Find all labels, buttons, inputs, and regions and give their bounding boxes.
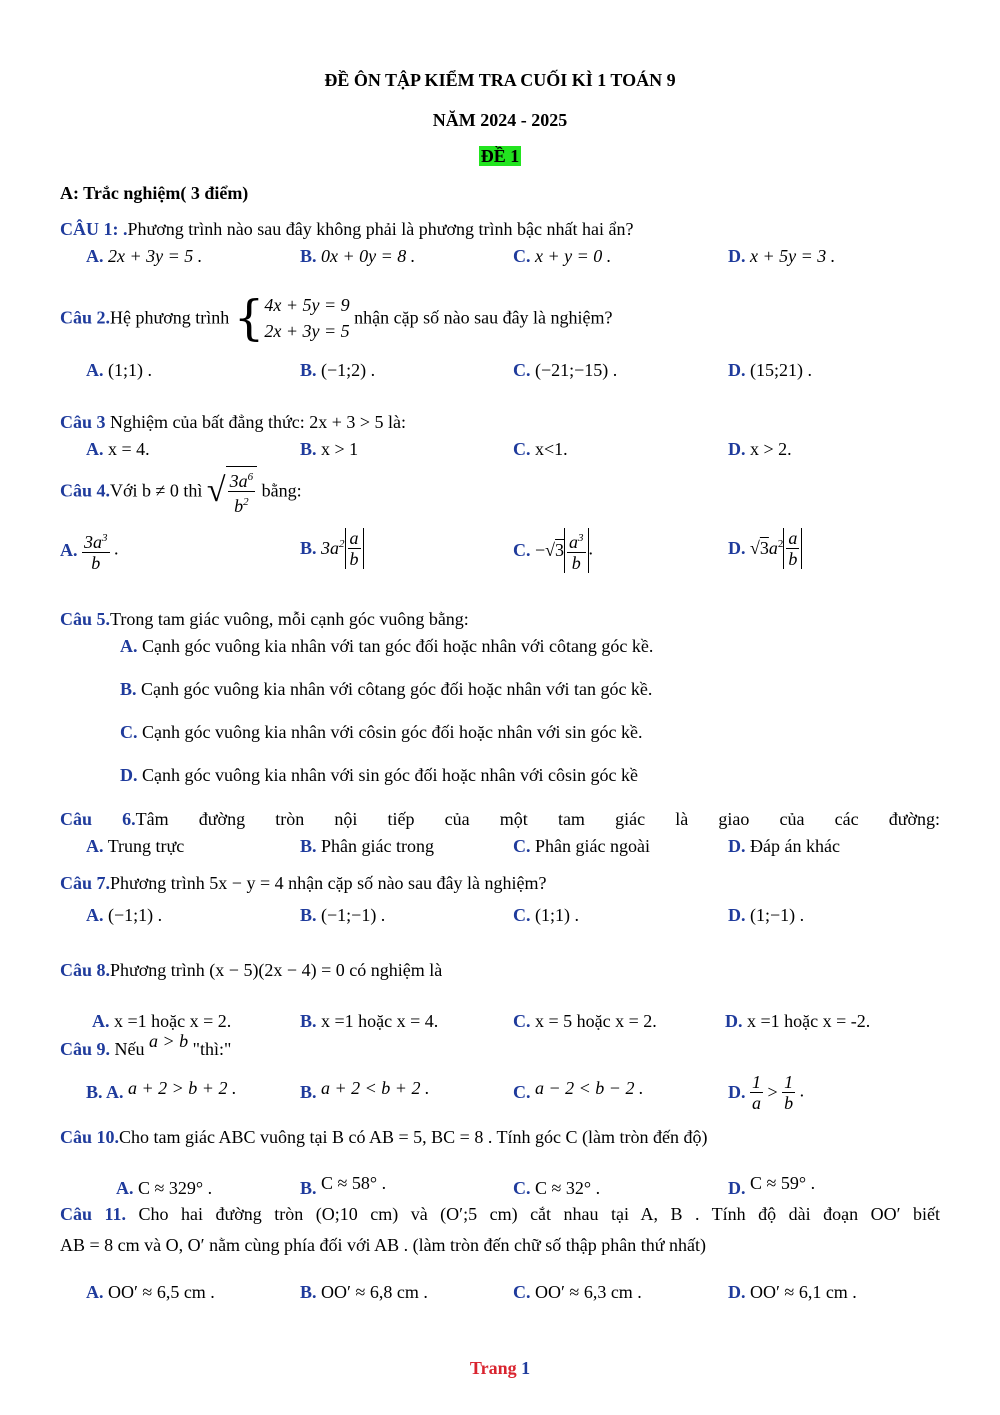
question-6-word: một	[499, 809, 528, 829]
section-a-heading: A: Trắc nghiệm( 3 điểm)	[60, 183, 249, 203]
exam-title: ĐỀ ÔN TẬP KIỂM TRA CUỐI KÌ 1 TOÁN 9	[324, 70, 676, 90]
question-8-label: Câu 8.	[60, 960, 111, 980]
question-2	[60, 292, 613, 344]
option-letter: A.	[60, 540, 78, 560]
question-11-line-2: AB = 8 cm và O, O′ nằm cùng phía đối với AB . (làm tròn đến chữ số thập phân thứ nhất)	[60, 1235, 707, 1255]
option-letter: C.	[513, 1178, 531, 1198]
option-letter: B.	[300, 1178, 317, 1198]
option-text: x<1.	[535, 439, 568, 459]
q2-option-a[interactable]	[86, 360, 152, 381]
q10-option-a[interactable]	[116, 1178, 212, 1199]
page-footer	[0, 1358, 1000, 1379]
option-letter: D.	[728, 1282, 746, 1302]
option-letter: B.	[300, 538, 317, 558]
option-text: Phân giác ngoài	[535, 836, 650, 856]
option-text: x > 2.	[750, 439, 792, 459]
option-text: C ≈ 58° .	[321, 1173, 387, 1193]
q4-option-c[interactable]: C. −√3 $\frac{a^3}{b}$ .	[513, 528, 593, 573]
q11-option-c[interactable]	[513, 1282, 642, 1303]
question-9-label: Câu 9.	[60, 1039, 111, 1059]
option-letter: A.	[86, 1282, 104, 1302]
q4-option-d[interactable]: D. $√3a^2$ $\frac{a}{b}$	[728, 528, 802, 569]
question-4-text-after: bằng:	[261, 480, 302, 501]
option-text: (1;1) .	[535, 905, 579, 925]
option-letter: C.	[513, 836, 531, 856]
question-6	[60, 809, 940, 830]
equation-1: 4x + 5y = 9	[264, 295, 350, 315]
option-text: (−21;−15) .	[535, 360, 618, 380]
q2-option-b[interactable]	[300, 360, 375, 381]
question-6-word: nội	[334, 809, 358, 829]
option-math: $\frac{3a^3}{b}$	[82, 528, 110, 573]
question-8-text: Phương trình (x − 5)(2x − 4) = 0 có nghiệm là	[110, 960, 443, 980]
q4-option-a[interactable]: A. $\frac{3a^3}{b}$ .	[60, 528, 119, 573]
q3-option-b[interactable]	[300, 439, 358, 460]
option-text: OO′ ≈ 6,3 cm .	[535, 1282, 642, 1302]
option-text: (−1;2) .	[321, 360, 376, 380]
option-text: x =1 hoặc x = 2.	[114, 1011, 232, 1031]
option-text: Cạnh góc vuông kia nhân với côtang góc đối hoặc nhân với tan góc kề.	[141, 679, 653, 699]
option-letter: B.	[300, 836, 317, 856]
question-4-label: Câu 4.	[60, 480, 111, 501]
option-text: (1;−1) .	[750, 905, 805, 925]
option-letter: C.	[513, 540, 531, 560]
option-letter: B.	[300, 439, 317, 459]
question-5-label: Câu 5.	[60, 609, 111, 629]
question-6-word: đường:	[888, 809, 940, 829]
q11-option-a[interactable]	[86, 1282, 215, 1303]
question-7-text: Phương trình 5x − y = 4 nhận cặp số nào sau đây là nghiệm?	[110, 873, 547, 893]
question-7	[60, 873, 547, 894]
option-text: Phân giác trong	[321, 836, 434, 856]
q1-option-a[interactable]	[86, 246, 202, 267]
option-letter: C.	[513, 360, 531, 380]
question-3-label: Câu 3	[60, 412, 106, 432]
option-text: a + 2 > b + 2 .	[128, 1078, 237, 1098]
question-11-text-1: Cho hai đường tròn (O;10 cm) và (O′;5 cm) cắt nhau tại A, B . Tính độ dài đoạn OO′ biết	[138, 1204, 941, 1224]
q3-option-c[interactable]	[513, 439, 568, 460]
option-letter: C.	[513, 905, 531, 925]
q5-option-b[interactable]	[120, 679, 652, 700]
question-6-word: giao	[718, 809, 750, 829]
question-7-label: Câu 7.	[60, 873, 111, 893]
option-text: Đáp án khác	[750, 836, 840, 856]
question-3-text: Nghiệm của bất đẳng thức: 2x + 3 > 5 là:	[110, 412, 407, 432]
q9-option-b[interactable]	[300, 1078, 430, 1103]
question-6-word-1: 6.Tâm	[122, 809, 169, 829]
option-letter: A.	[92, 1011, 110, 1031]
option-letter: A.	[86, 360, 104, 380]
option-letter: D.	[728, 905, 746, 925]
question-9-text-before: Nếu	[114, 1039, 145, 1059]
question-9-condition: a > b	[149, 1031, 189, 1051]
option-letter: D.	[728, 246, 746, 266]
q6-option-a[interactable]	[86, 836, 184, 857]
option-text: C ≈ 329° .	[138, 1178, 213, 1198]
option-letter: B.	[300, 1082, 317, 1102]
question-8	[60, 960, 442, 981]
option-text: x =1 hoặc x = 4.	[321, 1011, 439, 1031]
option-letter: B.	[300, 246, 317, 266]
option-text: OO′ ≈ 6,1 cm .	[750, 1282, 857, 1302]
option-text: x =1 hoặc x = -2.	[747, 1011, 871, 1031]
question-10-text: Cho tam giác ABC vuông tại B có AB = 5, BC = 8 . Tính góc C (làm tròn đến độ)	[119, 1127, 708, 1147]
q5-option-d[interactable]	[120, 765, 638, 786]
page-word: Trang	[469, 1358, 517, 1378]
q3-option-a[interactable]	[86, 439, 150, 460]
option-math: $\frac{1}{b}$	[784, 1072, 794, 1113]
option-letter: D.	[725, 1011, 743, 1031]
question-6-word: là	[675, 809, 689, 829]
exam-number-wrap	[0, 146, 1000, 167]
option-letter: A.	[86, 439, 104, 459]
q1-option-b[interactable]	[300, 246, 415, 267]
q2-option-c[interactable]	[513, 360, 617, 381]
question-2-text-before: Hệ phương trình	[110, 307, 230, 328]
option-letter: A.	[86, 905, 104, 925]
option-text: (15;21) .	[750, 360, 812, 380]
option-letter: B.	[300, 1282, 317, 1302]
option-text: x = 5 hoặc x = 2.	[535, 1011, 657, 1031]
question-6-word: giác	[615, 809, 646, 829]
q10-option-d[interactable]	[728, 1173, 816, 1198]
question-6-word: tam	[557, 809, 585, 829]
option-letter: B.	[300, 905, 317, 925]
option-text: x + 5y = 3 .	[750, 246, 836, 266]
option-text: Trung trực	[107, 836, 185, 856]
option-letter: B.	[120, 679, 137, 699]
question-6-word: các	[834, 809, 859, 829]
option-letter: B.	[300, 360, 317, 380]
q9-option-c[interactable]	[513, 1078, 644, 1103]
q7-option-a[interactable]	[86, 905, 162, 926]
question-11-line-1	[60, 1204, 940, 1225]
option-letter: C.	[513, 1282, 531, 1302]
q7-option-c[interactable]	[513, 905, 579, 926]
q5-option-c[interactable]	[120, 722, 642, 743]
q10-option-c[interactable]	[513, 1178, 600, 1199]
question-10	[60, 1127, 707, 1148]
option-letter: A.	[86, 246, 104, 266]
question-1-label: CÂU 1: .	[60, 219, 128, 239]
q8-option-d[interactable]	[725, 1011, 870, 1032]
option-text: a + 2 < b + 2 .	[321, 1078, 430, 1098]
option-text: OO′ ≈ 6,8 cm .	[321, 1282, 428, 1302]
option-letter: D.	[728, 360, 746, 380]
equation-system	[264, 292, 349, 344]
option-letter: A.	[120, 636, 138, 656]
q6-option-c[interactable]	[513, 836, 650, 857]
question-6-word: tròn	[275, 809, 305, 829]
q8-option-a[interactable]	[92, 1011, 231, 1032]
q1-option-c[interactable]	[513, 246, 611, 267]
q8-option-b[interactable]	[300, 1011, 438, 1032]
option-text: C ≈ 59° .	[750, 1173, 816, 1193]
option-text: C ≈ 32° .	[535, 1178, 601, 1198]
option-text: x > 1	[321, 439, 359, 459]
question-10-label: Câu 10.	[60, 1127, 120, 1147]
system-brace: {	[233, 290, 265, 346]
option-letter: B.	[300, 1011, 317, 1031]
option-letter: D.	[728, 1082, 746, 1102]
question-9	[60, 1031, 232, 1060]
option-letter: D.	[728, 538, 746, 558]
option-letter: D.	[728, 836, 746, 856]
q2-option-d[interactable]	[728, 360, 812, 381]
question-6-word: đường	[198, 809, 246, 829]
option-text: 2x + 3y = 5 .	[108, 246, 203, 266]
question-4	[60, 466, 302, 516]
option-text: Cạnh góc vuông kia nhân với côsin góc đối hoặc nhân với sin góc kề.	[142, 722, 643, 742]
question-5	[60, 609, 469, 630]
option-text: x = 4.	[108, 439, 150, 459]
option-letter: C.	[513, 439, 531, 459]
page-number: 1	[521, 1358, 531, 1378]
option-text: x + y = 0 .	[535, 246, 612, 266]
q7-option-b[interactable]	[300, 905, 385, 926]
option-letter: A.	[86, 836, 104, 856]
option-text: (−1;−1) .	[321, 905, 386, 925]
option-text: (−1;1) .	[108, 905, 163, 925]
q1-option-d[interactable]	[728, 246, 835, 267]
q8-option-c[interactable]	[513, 1011, 657, 1032]
option-letter: C.	[513, 246, 531, 266]
q6-option-d[interactable]	[728, 836, 840, 857]
question-9-text-after: "thì:"	[192, 1039, 232, 1059]
option-text: (1;1) .	[108, 360, 152, 380]
option-text: Cạnh góc vuông kia nhân với tan góc đối hoặc nhân với côtang góc kề.	[142, 636, 654, 656]
option-text: OO′ ≈ 6,5 cm .	[108, 1282, 215, 1302]
q9-option-d[interactable]: D. $\frac{1}{a}$ > $\frac{1}{b}$ .	[728, 1072, 805, 1113]
q5-option-a[interactable]	[120, 636, 653, 657]
q11-option-b[interactable]	[300, 1282, 428, 1303]
question-3	[60, 412, 406, 433]
option-letter: B. A.	[86, 1082, 124, 1102]
question-5-text: Trong tam giác vuông, mỗi cạnh góc vuông bằng:	[110, 609, 469, 629]
option-letter: D.	[120, 765, 138, 785]
question-6-word: của	[444, 809, 470, 829]
option-letter: C.	[513, 1082, 531, 1102]
sqrt-expression: √ $\frac{3a^6}{b^2}$	[207, 466, 257, 516]
option-text: 0x + 0y = 8 .	[321, 246, 416, 266]
option-text: a − 2 < b − 2 .	[535, 1078, 644, 1098]
option-letter: C.	[120, 722, 138, 742]
question-6-label-word: Câu	[60, 809, 93, 829]
question-6-word: tiếp	[387, 809, 415, 829]
q3-option-d[interactable]	[728, 439, 792, 460]
q10-option-b[interactable]	[300, 1173, 387, 1198]
q9-option-a[interactable]	[86, 1078, 237, 1103]
option-letter: A.	[116, 1178, 134, 1198]
exam-number: ĐỀ 1	[480, 146, 520, 166]
question-1-text: Phương trình nào sau đây không phải là phương trình bậc nhất hai ẩn?	[127, 219, 634, 239]
q11-option-d[interactable]	[728, 1282, 857, 1303]
option-letter: D.	[728, 1178, 746, 1198]
question-2-text-after: nhận cặp số nào sau đây là nghiệm?	[354, 307, 613, 328]
option-letter: D.	[728, 439, 746, 459]
question-4-text-before: Với b ≠ 0 thì	[110, 480, 203, 501]
q6-option-b[interactable]	[300, 836, 434, 857]
option-text: Cạnh góc vuông kia nhân với sin góc đối hoặc nhân với côsin góc kề	[142, 765, 638, 785]
question-2-label: Câu 2.	[60, 307, 111, 328]
exam-year: NĂM 2024 - 2025	[432, 110, 568, 130]
equation-2: 2x + 3y = 5	[264, 321, 350, 341]
q7-option-d[interactable]	[728, 905, 804, 926]
option-letter: C.	[513, 1011, 531, 1031]
question-6-word: của	[779, 809, 805, 829]
option-math: $\frac{1}{a}$	[752, 1072, 761, 1113]
q4-option-b[interactable]: B. $3a^2$ $\frac{a}{b}$	[300, 528, 364, 569]
question-11-label: Câu 11.	[60, 1204, 127, 1224]
question-1	[60, 219, 633, 240]
